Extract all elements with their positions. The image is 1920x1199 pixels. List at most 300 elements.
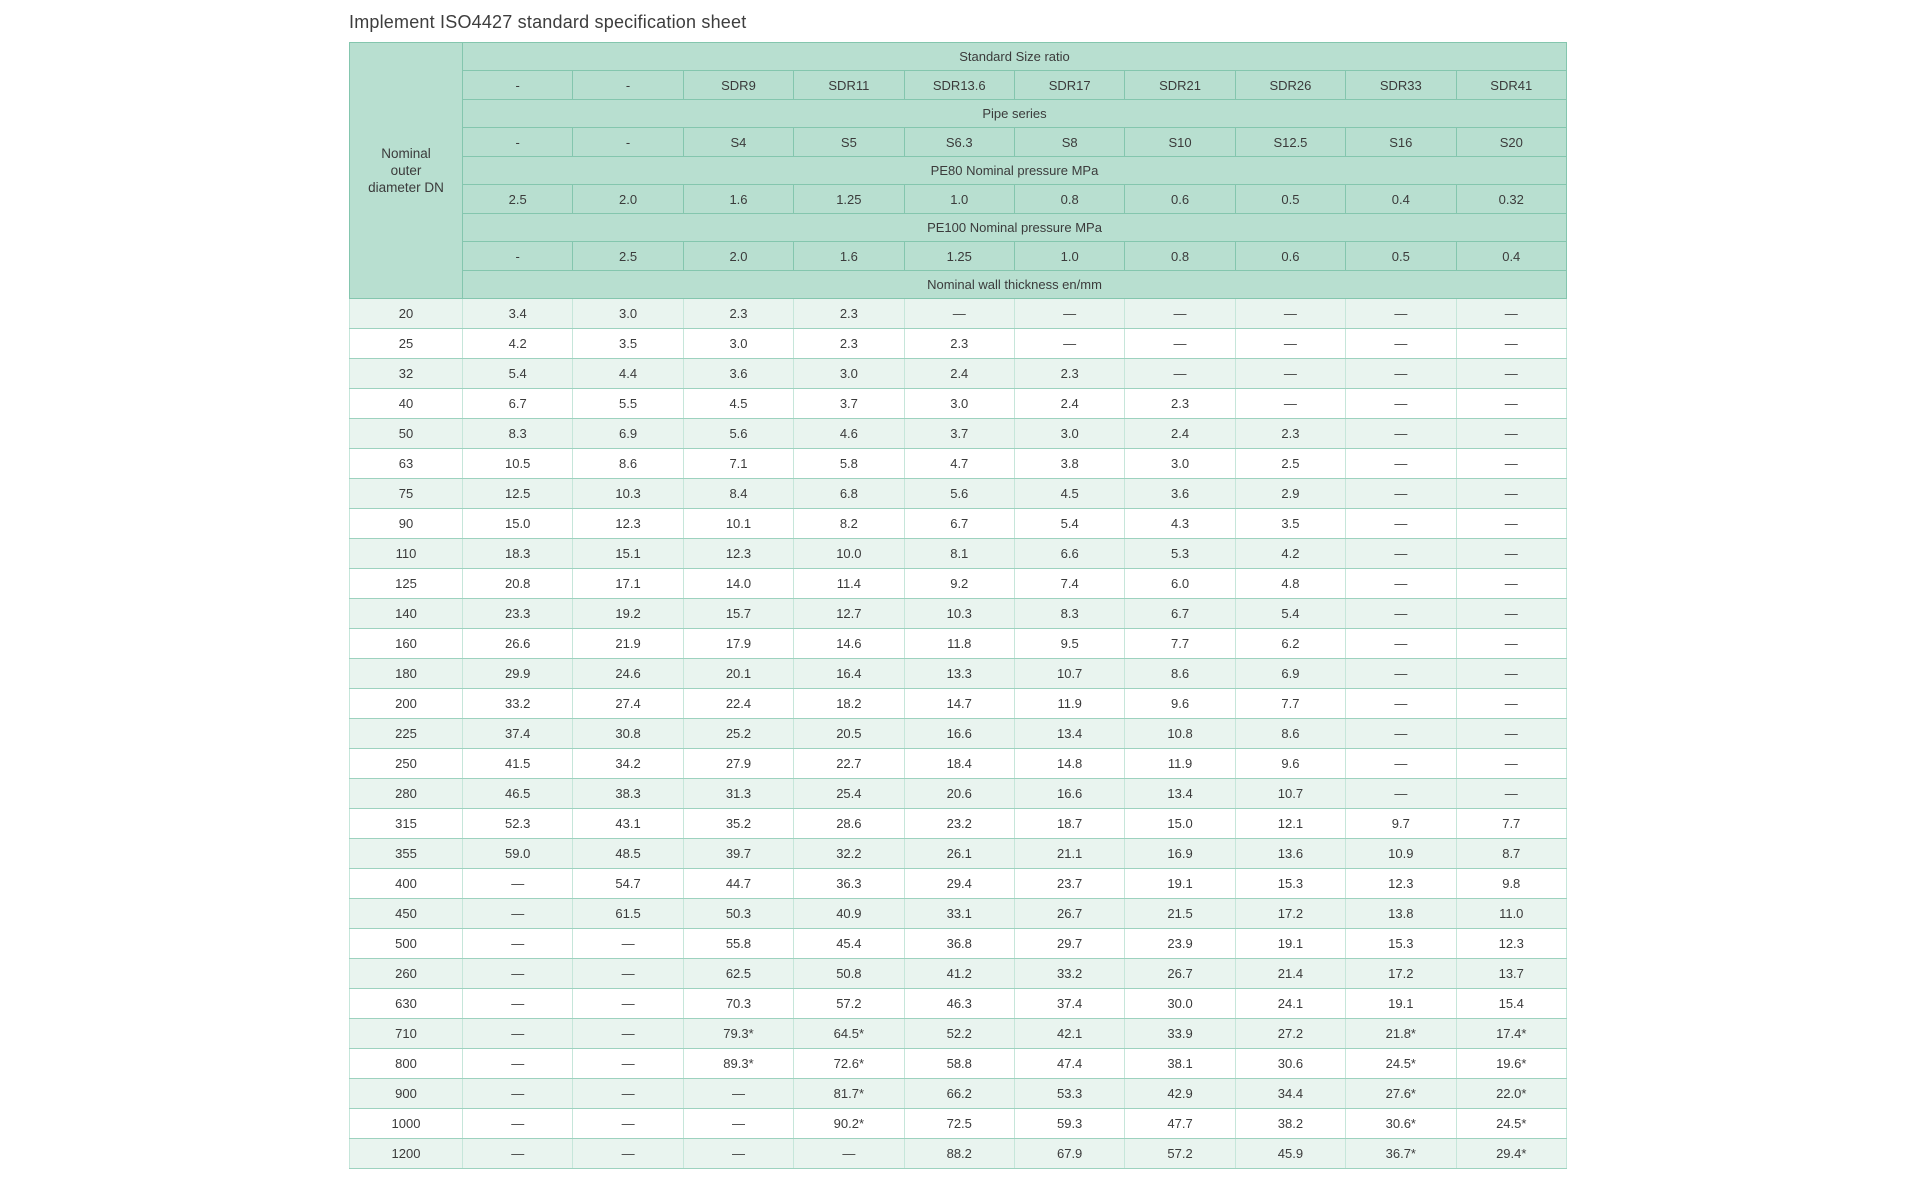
cell: — bbox=[1346, 479, 1456, 509]
table-row bbox=[350, 809, 1567, 839]
cell: 52.2 bbox=[904, 1019, 1014, 1049]
cell: 89.3* bbox=[683, 1049, 793, 1079]
cell: — bbox=[1235, 359, 1345, 389]
table-row bbox=[350, 389, 1567, 419]
cell: 7.7 bbox=[1456, 809, 1566, 839]
cell: — bbox=[1125, 359, 1235, 389]
cell: 43.1 bbox=[573, 809, 683, 839]
cell: — bbox=[1346, 659, 1456, 689]
cell: 3.5 bbox=[573, 329, 683, 359]
header-value-cell: SDR41 bbox=[1456, 71, 1566, 100]
cell: 3.0 bbox=[904, 389, 1014, 419]
table-row bbox=[350, 359, 1567, 389]
cell: — bbox=[1346, 359, 1456, 389]
header-band-row-series bbox=[350, 100, 1567, 128]
cell: 66.2 bbox=[904, 1079, 1014, 1109]
cell: 25.2 bbox=[683, 719, 793, 749]
cell: 21.1 bbox=[1014, 839, 1124, 869]
table-row bbox=[350, 509, 1567, 539]
header-value-cell: 1.6 bbox=[683, 185, 793, 214]
cell: 11.0 bbox=[1456, 899, 1566, 929]
cell: 5.5 bbox=[573, 389, 683, 419]
cell: 3.7 bbox=[794, 389, 904, 419]
cell: 6.8 bbox=[794, 479, 904, 509]
cell: 18.4 bbox=[904, 749, 1014, 779]
cell: 37.4 bbox=[463, 719, 573, 749]
cell: — bbox=[573, 1079, 683, 1109]
cell: — bbox=[463, 1109, 573, 1139]
header-value-cell: S10 bbox=[1125, 128, 1235, 157]
cell: 30.8 bbox=[573, 719, 683, 749]
cell: 12.3 bbox=[1346, 869, 1456, 899]
cell: 9.7 bbox=[1346, 809, 1456, 839]
row-dn-cell: 63 bbox=[350, 449, 463, 479]
header-values-row-pe80 bbox=[350, 185, 1567, 214]
cell: 12.3 bbox=[683, 539, 793, 569]
header-value-cell: 2.0 bbox=[573, 185, 683, 214]
cell: 4.4 bbox=[573, 359, 683, 389]
cell: 9.5 bbox=[1014, 629, 1124, 659]
table-row bbox=[350, 629, 1567, 659]
cell: 13.4 bbox=[1014, 719, 1124, 749]
cell: 23.3 bbox=[463, 599, 573, 629]
cell: 33.2 bbox=[1014, 959, 1124, 989]
cell: 44.7 bbox=[683, 869, 793, 899]
header-band-row-pe80 bbox=[350, 157, 1567, 185]
cell: — bbox=[1346, 329, 1456, 359]
cell: — bbox=[573, 929, 683, 959]
table-row bbox=[350, 1049, 1567, 1079]
cell: 41.5 bbox=[463, 749, 573, 779]
cell: — bbox=[1346, 569, 1456, 599]
cell: 46.5 bbox=[463, 779, 573, 809]
cell: 26.7 bbox=[1014, 899, 1124, 929]
row-dn-cell: 280 bbox=[350, 779, 463, 809]
row-dn-cell: 225 bbox=[350, 719, 463, 749]
cell: 37.4 bbox=[1014, 989, 1124, 1019]
cell: — bbox=[463, 899, 573, 929]
cell: 6.0 bbox=[1125, 569, 1235, 599]
cell: 16.6 bbox=[904, 719, 1014, 749]
header-value-cell: S5 bbox=[794, 128, 904, 157]
cell: 26.1 bbox=[904, 839, 1014, 869]
row-dn-cell: 450 bbox=[350, 899, 463, 929]
cell: 8.3 bbox=[1014, 599, 1124, 629]
cell: 39.7 bbox=[683, 839, 793, 869]
cell: 19.1 bbox=[1346, 989, 1456, 1019]
row-dn-cell: 200 bbox=[350, 689, 463, 719]
row-dn-cell: 40 bbox=[350, 389, 463, 419]
cell: — bbox=[573, 989, 683, 1019]
cell: 10.7 bbox=[1235, 779, 1345, 809]
cell: — bbox=[1456, 509, 1566, 539]
cell: — bbox=[573, 1139, 683, 1169]
cell: 5.8 bbox=[794, 449, 904, 479]
cell: 2.3 bbox=[904, 329, 1014, 359]
iso4427-spec-table bbox=[349, 42, 1567, 1169]
row-dn-cell: 710 bbox=[350, 1019, 463, 1049]
cell: — bbox=[1346, 599, 1456, 629]
cell: 20.5 bbox=[794, 719, 904, 749]
header-value-cell: S8 bbox=[1014, 128, 1124, 157]
cell: 90.2* bbox=[794, 1109, 904, 1139]
row-dn-cell: 90 bbox=[350, 509, 463, 539]
header-value-cell: 0.6 bbox=[1235, 242, 1345, 271]
table-row bbox=[350, 839, 1567, 869]
cell: 29.4* bbox=[1456, 1139, 1566, 1169]
header-values-row-series bbox=[350, 128, 1567, 157]
cell: 38.3 bbox=[573, 779, 683, 809]
cell: 10.0 bbox=[794, 539, 904, 569]
row-dn-cell: 180 bbox=[350, 659, 463, 689]
cell: 13.6 bbox=[1235, 839, 1345, 869]
cell: 3.4 bbox=[463, 299, 573, 329]
table-row bbox=[350, 449, 1567, 479]
header-value-cell: - bbox=[463, 71, 573, 100]
cell: 4.2 bbox=[1235, 539, 1345, 569]
cell: 47.7 bbox=[1125, 1109, 1235, 1139]
cell: — bbox=[1346, 689, 1456, 719]
cell: 35.2 bbox=[683, 809, 793, 839]
cell: 38.2 bbox=[1235, 1109, 1345, 1139]
cell: 12.3 bbox=[573, 509, 683, 539]
header-band-label-sdr: Standard Size ratio bbox=[463, 43, 1567, 71]
header-value-cell: - bbox=[463, 242, 573, 271]
row-dn-cell: 32 bbox=[350, 359, 463, 389]
cell: — bbox=[463, 929, 573, 959]
cell: 9.6 bbox=[1125, 689, 1235, 719]
header-band-row-wall bbox=[350, 271, 1567, 299]
cell: 3.0 bbox=[1014, 419, 1124, 449]
table-body bbox=[350, 299, 1567, 1169]
cell: 14.0 bbox=[683, 569, 793, 599]
cell: 7.4 bbox=[1014, 569, 1124, 599]
cell: 6.7 bbox=[1125, 599, 1235, 629]
cell: 10.9 bbox=[1346, 839, 1456, 869]
header-band-label-pe100: PE100 Nominal pressure MPa bbox=[463, 214, 1567, 242]
cell: 5.4 bbox=[463, 359, 573, 389]
cell: 70.3 bbox=[683, 989, 793, 1019]
cell: 3.5 bbox=[1235, 509, 1345, 539]
cell: 36.8 bbox=[904, 929, 1014, 959]
table-row bbox=[350, 659, 1567, 689]
cell: 17.9 bbox=[683, 629, 793, 659]
table-row bbox=[350, 719, 1567, 749]
header-value-cell: SDR21 bbox=[1125, 71, 1235, 100]
header-value-cell: 0.5 bbox=[1346, 242, 1456, 271]
row-dn-cell: 25 bbox=[350, 329, 463, 359]
cell: 24.6 bbox=[573, 659, 683, 689]
cell: 33.1 bbox=[904, 899, 1014, 929]
cell: 8.4 bbox=[683, 479, 793, 509]
cell: 3.8 bbox=[1014, 449, 1124, 479]
cell: 2.3 bbox=[1014, 359, 1124, 389]
table-row bbox=[350, 779, 1567, 809]
cell: 5.3 bbox=[1125, 539, 1235, 569]
row-dn-cell: 75 bbox=[350, 479, 463, 509]
header-value-cell: 0.5 bbox=[1235, 185, 1345, 214]
cell: 20.8 bbox=[463, 569, 573, 599]
cell: 64.5* bbox=[794, 1019, 904, 1049]
cell: 2.5 bbox=[1235, 449, 1345, 479]
table-row bbox=[350, 989, 1567, 1019]
header-value-cell: 1.25 bbox=[904, 242, 1014, 271]
cell: 20.6 bbox=[904, 779, 1014, 809]
cell: 12.5 bbox=[463, 479, 573, 509]
cell: — bbox=[1235, 389, 1345, 419]
cell: 4.3 bbox=[1125, 509, 1235, 539]
row-dn-cell: 50 bbox=[350, 419, 463, 449]
cell: 16.4 bbox=[794, 659, 904, 689]
cell: 10.5 bbox=[463, 449, 573, 479]
spec-sheet-page bbox=[349, 0, 1571, 1169]
cell: — bbox=[1456, 539, 1566, 569]
cell: 3.6 bbox=[1125, 479, 1235, 509]
cell: 38.1 bbox=[1125, 1049, 1235, 1079]
cell: 13.7 bbox=[1456, 959, 1566, 989]
cell: — bbox=[1456, 449, 1566, 479]
cell: 57.2 bbox=[1125, 1139, 1235, 1169]
cell: 23.9 bbox=[1125, 929, 1235, 959]
header-value-cell: 2.5 bbox=[573, 242, 683, 271]
cell: 31.3 bbox=[683, 779, 793, 809]
cell: 22.7 bbox=[794, 749, 904, 779]
header-value-cell: 0.4 bbox=[1456, 242, 1566, 271]
cell: 88.2 bbox=[904, 1139, 1014, 1169]
cell: 8.1 bbox=[904, 539, 1014, 569]
cell: 2.4 bbox=[904, 359, 1014, 389]
cell: — bbox=[1456, 749, 1566, 779]
cell: 5.4 bbox=[1235, 599, 1345, 629]
cell: 23.2 bbox=[904, 809, 1014, 839]
cell: 81.7* bbox=[794, 1079, 904, 1109]
cell: — bbox=[1346, 389, 1456, 419]
cell: — bbox=[573, 1109, 683, 1139]
cell: — bbox=[683, 1109, 793, 1139]
cell: 22.0* bbox=[1456, 1079, 1566, 1109]
cell: 19.1 bbox=[1235, 929, 1345, 959]
cell: — bbox=[1346, 719, 1456, 749]
cell: 6.2 bbox=[1235, 629, 1345, 659]
header-band-label-wall: Nominal wall thickness en/mm bbox=[463, 271, 1567, 299]
cell: 10.3 bbox=[573, 479, 683, 509]
cell: 72.6* bbox=[794, 1049, 904, 1079]
header-value-cell: SDR9 bbox=[683, 71, 793, 100]
cell: 27.9 bbox=[683, 749, 793, 779]
cell: — bbox=[1456, 389, 1566, 419]
cell: 2.3 bbox=[794, 329, 904, 359]
table-row bbox=[350, 749, 1567, 779]
cell: 19.1 bbox=[1125, 869, 1235, 899]
cell: — bbox=[1456, 419, 1566, 449]
cell: 21.8* bbox=[1346, 1019, 1456, 1049]
cell: — bbox=[1456, 719, 1566, 749]
table-row bbox=[350, 1139, 1567, 1169]
header-value-cell: S16 bbox=[1346, 128, 1456, 157]
header-value-cell: 1.0 bbox=[1014, 242, 1124, 271]
cell: 17.2 bbox=[1346, 959, 1456, 989]
table-row bbox=[350, 689, 1567, 719]
cell: — bbox=[1456, 299, 1566, 329]
cell: — bbox=[1235, 329, 1345, 359]
row-dn-cell: 400 bbox=[350, 869, 463, 899]
cell: 11.8 bbox=[904, 629, 1014, 659]
cell: 42.9 bbox=[1125, 1079, 1235, 1109]
header-band-row-sdr bbox=[350, 43, 1567, 71]
cell: 67.9 bbox=[1014, 1139, 1124, 1169]
table-row bbox=[350, 869, 1567, 899]
cell: — bbox=[1346, 419, 1456, 449]
header-value-cell: SDR33 bbox=[1346, 71, 1456, 100]
cell: 6.7 bbox=[463, 389, 573, 419]
cell: 72.5 bbox=[904, 1109, 1014, 1139]
cell: — bbox=[1346, 299, 1456, 329]
header-value-cell: S6.3 bbox=[904, 128, 1014, 157]
row-dn-cell: 800 bbox=[350, 1049, 463, 1079]
cell: 26.6 bbox=[463, 629, 573, 659]
table-row bbox=[350, 1109, 1567, 1139]
cell: 3.0 bbox=[683, 329, 793, 359]
cell: 8.3 bbox=[463, 419, 573, 449]
cell: 12.3 bbox=[1456, 929, 1566, 959]
corner-label-cell: Nominal outer diameter DN bbox=[350, 43, 463, 299]
cell: 15.3 bbox=[1346, 929, 1456, 959]
cell: 52.3 bbox=[463, 809, 573, 839]
row-dn-cell: 1200 bbox=[350, 1139, 463, 1169]
cell: 11.9 bbox=[1014, 689, 1124, 719]
cell: 6.9 bbox=[573, 419, 683, 449]
table-row bbox=[350, 899, 1567, 929]
cell: 33.9 bbox=[1125, 1019, 1235, 1049]
cell: 19.2 bbox=[573, 599, 683, 629]
table-row bbox=[350, 1019, 1567, 1049]
row-dn-cell: 900 bbox=[350, 1079, 463, 1109]
cell: 32.2 bbox=[794, 839, 904, 869]
cell: 36.3 bbox=[794, 869, 904, 899]
cell: 29.9 bbox=[463, 659, 573, 689]
cell: 4.6 bbox=[794, 419, 904, 449]
cell: 8.2 bbox=[794, 509, 904, 539]
cell: 27.6* bbox=[1346, 1079, 1456, 1109]
cell: 59.0 bbox=[463, 839, 573, 869]
cell: 9.8 bbox=[1456, 869, 1566, 899]
table-row bbox=[350, 569, 1567, 599]
cell: 15.1 bbox=[573, 539, 683, 569]
cell: 3.0 bbox=[794, 359, 904, 389]
cell: 18.3 bbox=[463, 539, 573, 569]
header-value-cell: SDR26 bbox=[1235, 71, 1345, 100]
cell: 5.6 bbox=[683, 419, 793, 449]
table-row bbox=[350, 419, 1567, 449]
cell: 12.7 bbox=[794, 599, 904, 629]
header-value-cell: 0.32 bbox=[1456, 185, 1566, 214]
cell: 17.4* bbox=[1456, 1019, 1566, 1049]
cell: 7.7 bbox=[1235, 689, 1345, 719]
cell: — bbox=[1456, 479, 1566, 509]
cell: — bbox=[573, 1049, 683, 1079]
cell: 79.3* bbox=[683, 1019, 793, 1049]
cell: — bbox=[1456, 359, 1566, 389]
cell: 19.6* bbox=[1456, 1049, 1566, 1079]
cell: — bbox=[1235, 299, 1345, 329]
row-dn-cell: 125 bbox=[350, 569, 463, 599]
cell: 36.7* bbox=[1346, 1139, 1456, 1169]
row-dn-cell: 20 bbox=[350, 299, 463, 329]
cell: — bbox=[1456, 599, 1566, 629]
cell: 2.3 bbox=[683, 299, 793, 329]
cell: — bbox=[1456, 569, 1566, 599]
cell: 10.8 bbox=[1125, 719, 1235, 749]
cell: 5.4 bbox=[1014, 509, 1124, 539]
cell: 29.4 bbox=[904, 869, 1014, 899]
cell: 15.0 bbox=[463, 509, 573, 539]
cell: 14.7 bbox=[904, 689, 1014, 719]
cell: 61.5 bbox=[573, 899, 683, 929]
cell: 34.4 bbox=[1235, 1079, 1345, 1109]
cell: — bbox=[904, 299, 1014, 329]
cell: 6.9 bbox=[1235, 659, 1345, 689]
cell: 22.4 bbox=[683, 689, 793, 719]
cell: — bbox=[1456, 629, 1566, 659]
table-row bbox=[350, 1079, 1567, 1109]
cell: 62.5 bbox=[683, 959, 793, 989]
row-dn-cell: 630 bbox=[350, 989, 463, 1019]
header-value-cell: S4 bbox=[683, 128, 793, 157]
cell: 13.4 bbox=[1125, 779, 1235, 809]
cell: 21.4 bbox=[1235, 959, 1345, 989]
row-dn-cell: 500 bbox=[350, 929, 463, 959]
row-dn-cell: 315 bbox=[350, 809, 463, 839]
cell: 28.6 bbox=[794, 809, 904, 839]
cell: 8.6 bbox=[573, 449, 683, 479]
cell: — bbox=[1014, 329, 1124, 359]
table-row bbox=[350, 329, 1567, 359]
cell: 34.2 bbox=[573, 749, 683, 779]
cell: 14.6 bbox=[794, 629, 904, 659]
header-values-row-pe100 bbox=[350, 242, 1567, 271]
cell: — bbox=[683, 1079, 793, 1109]
cell: 25.4 bbox=[794, 779, 904, 809]
table-row bbox=[350, 599, 1567, 629]
cell: — bbox=[1346, 629, 1456, 659]
header-value-cell: 0.6 bbox=[1125, 185, 1235, 214]
row-dn-cell: 160 bbox=[350, 629, 463, 659]
cell: 15.7 bbox=[683, 599, 793, 629]
header-value-cell: 2.5 bbox=[463, 185, 573, 214]
cell: 5.6 bbox=[904, 479, 1014, 509]
table-row bbox=[350, 929, 1567, 959]
cell: 3.7 bbox=[904, 419, 1014, 449]
header-value-cell: 0.8 bbox=[1014, 185, 1124, 214]
row-dn-cell: 1000 bbox=[350, 1109, 463, 1139]
cell: 33.2 bbox=[463, 689, 573, 719]
cell: 42.1 bbox=[1014, 1019, 1124, 1049]
header-value-cell: - bbox=[573, 71, 683, 100]
cell: 10.7 bbox=[1014, 659, 1124, 689]
cell: — bbox=[463, 1049, 573, 1079]
cell: 21.9 bbox=[573, 629, 683, 659]
header-value-cell: 1.6 bbox=[794, 242, 904, 271]
cell: 3.6 bbox=[683, 359, 793, 389]
cell: 48.5 bbox=[573, 839, 683, 869]
cell: 29.7 bbox=[1014, 929, 1124, 959]
cell: 4.8 bbox=[1235, 569, 1345, 599]
cell: 41.2 bbox=[904, 959, 1014, 989]
cell: 47.4 bbox=[1014, 1049, 1124, 1079]
header-value-cell: 1.0 bbox=[904, 185, 1014, 214]
header-band-label-series: Pipe series bbox=[463, 100, 1567, 128]
header-value-cell: S20 bbox=[1456, 128, 1566, 157]
